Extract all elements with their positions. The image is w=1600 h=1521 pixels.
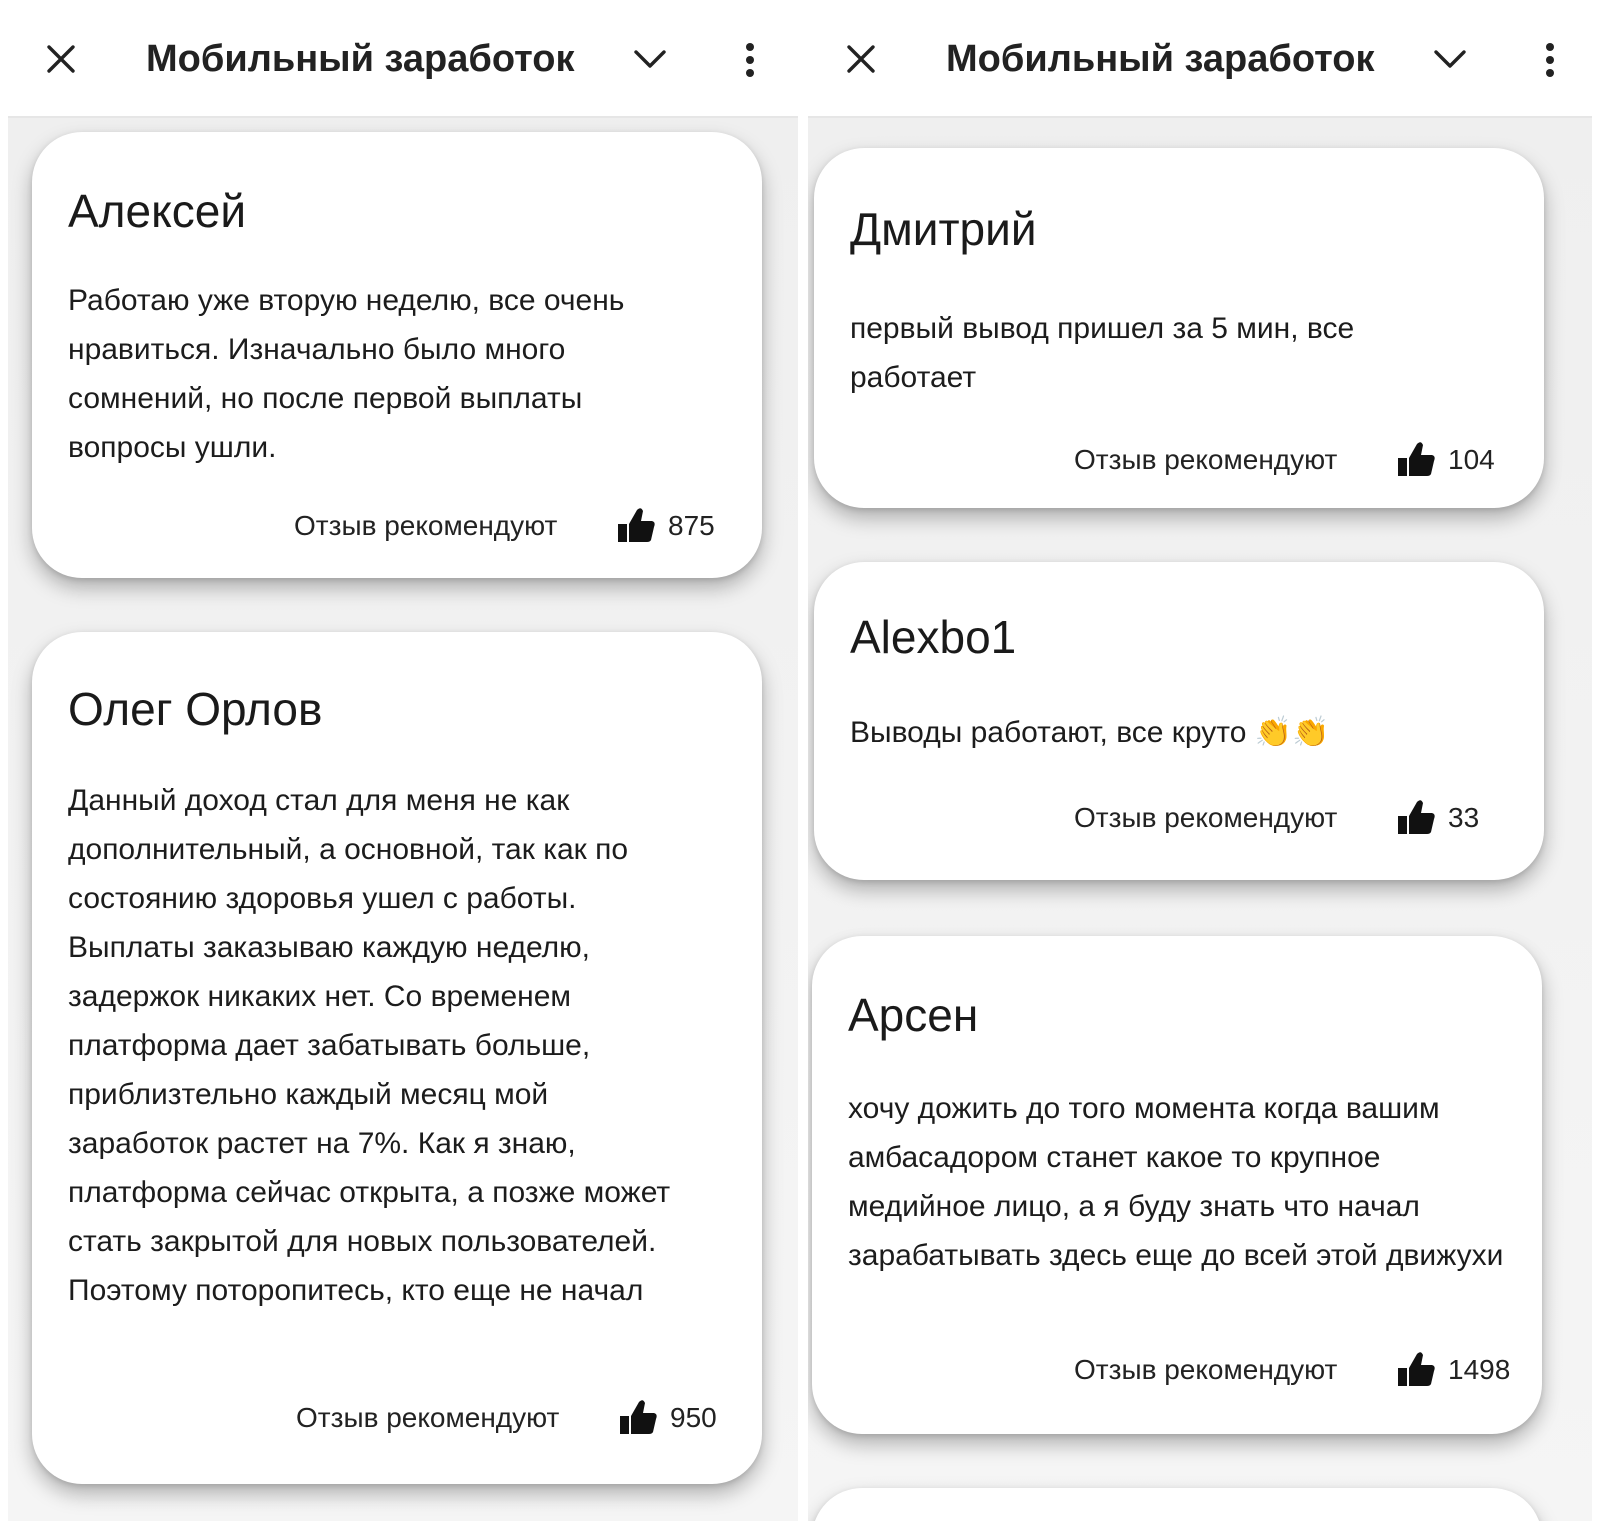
review-card (32, 632, 762, 1484)
thumbs-up-icon[interactable] (616, 506, 656, 544)
recommend-label: Отзыв рекомендуют (1074, 802, 1338, 833)
review-text: Работаю уже вторую неделю, все очень нравиться. Изначально было много сомнений, но после первой выплаты вопросы ушли. (68, 284, 625, 464)
chevron-down-icon[interactable] (1432, 46, 1468, 72)
reviewer-name: Alexbo1 (850, 611, 1017, 663)
review-card (812, 1488, 1542, 1521)
review-text: Данный доход стал для меня не как дополнительный, а основной, так как по состоянию здоровья ушел с работы. Выплаты заказываю каждую неделю, задержок никаких нет. Со временем платформа дает забатывать больше, приблизтельно каждый месяц мой заработок растет на 7%. Как я знаю, платформа сейчас открыта, а позже может стать закрытой для новых пользователей. Поэтому поторопитесь, кто еще не начал (68, 784, 671, 1307)
review-card (812, 936, 1542, 1434)
close-icon[interactable] (44, 42, 78, 76)
recommend-label: Отзыв рекомендуют (1074, 1354, 1338, 1385)
review-text-line (850, 708, 1490, 757)
likes-count: 1498 (1448, 1354, 1511, 1385)
recommend-label: Отзыв рекомендуют (294, 510, 558, 541)
review-footer (812, 1350, 1542, 1390)
reviewer-name: Олег Орлов (68, 683, 323, 735)
reviews-feed[interactable] (8, 118, 798, 1521)
thumbs-up-icon[interactable] (618, 1398, 658, 1436)
recommend-label: Отзыв рекомендуют (296, 1402, 560, 1433)
review-footer (814, 440, 1544, 480)
reviews-feed[interactable] (808, 118, 1592, 1521)
review-card (814, 562, 1544, 880)
chevron-down-icon[interactable] (632, 46, 668, 72)
likes-count: 104 (1448, 444, 1495, 475)
recommend-label: Отзыв рекомендуют (1074, 444, 1338, 475)
page-title: Мобильный заработок (946, 38, 1375, 80)
reviewer-name: Дмитрий (850, 203, 1037, 255)
reviewer-name: Арсен (848, 989, 979, 1041)
reviewer-name: Алексей (68, 185, 247, 237)
clapping-hands-icon: 👏👏 (1254, 715, 1330, 750)
thumbs-up-icon[interactable] (1396, 1350, 1436, 1388)
thumbs-up-icon[interactable] (1396, 440, 1436, 478)
review-card (32, 132, 762, 578)
likes-count: 33 (1448, 802, 1480, 833)
top-app-bar (808, 0, 1592, 118)
left-screen (8, 0, 798, 1521)
review-card (814, 148, 1544, 508)
page-title: Мобильный заработок (146, 38, 575, 80)
thumbs-up-icon[interactable] (1396, 798, 1436, 836)
review-footer (32, 506, 762, 546)
top-app-bar (8, 0, 798, 118)
more-vert-icon[interactable] (1544, 42, 1556, 78)
likes-count: 875 (668, 510, 715, 541)
likes-count: 950 (670, 1402, 717, 1433)
review-text: первый вывод пришел за 5 мин, все работает (850, 312, 1355, 394)
review-footer (814, 798, 1544, 838)
right-screen (808, 0, 1592, 1521)
review-footer (32, 1398, 762, 1438)
close-icon[interactable] (844, 42, 878, 76)
review-text: Выводы работают, все круто (850, 716, 1247, 749)
review-text: хочу дожить до того момента когда вашим амбасадором станет какое то крупное медийное лицо, а я буду знать что начал зарабатывать здесь еще до всей этой движухи (848, 1092, 1504, 1272)
more-vert-icon[interactable] (744, 42, 756, 78)
